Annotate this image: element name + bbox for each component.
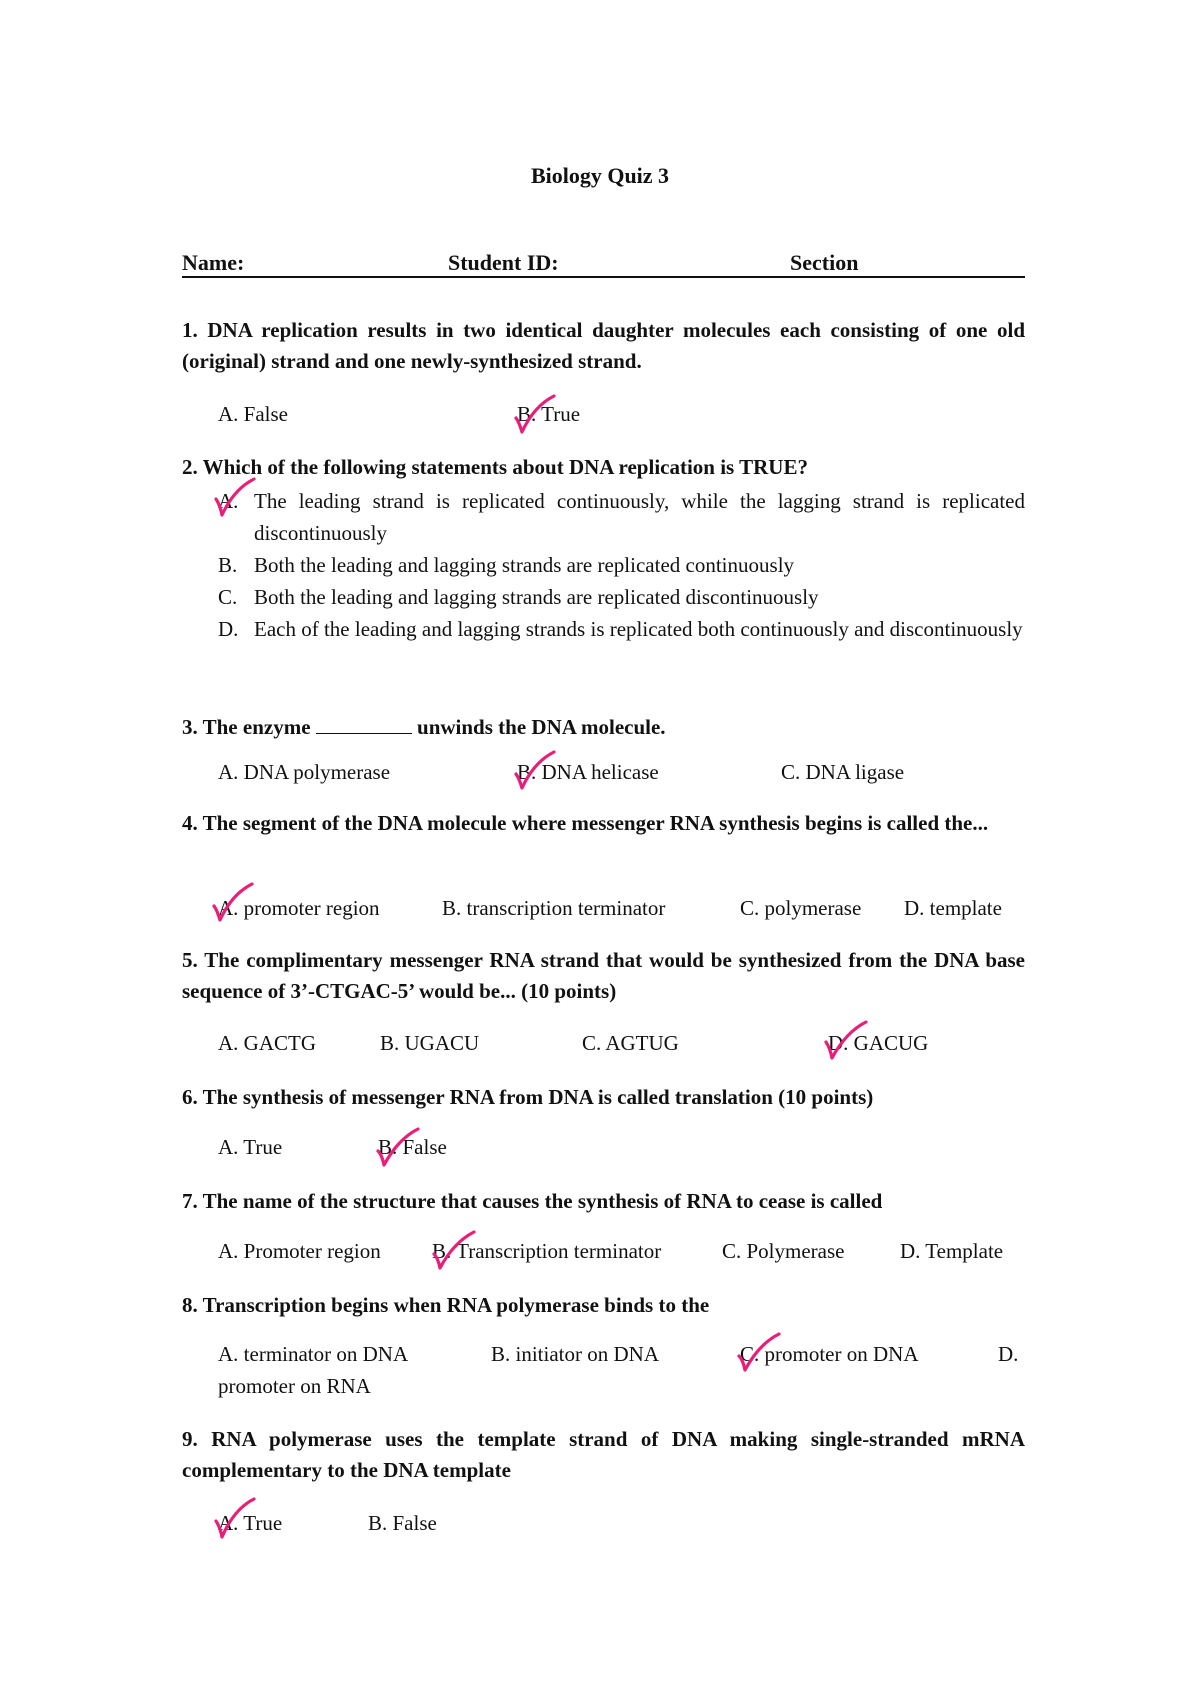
- q2-option-b-letter: B.: [218, 553, 238, 577]
- q7-option-a[interactable]: A. Promoter region: [218, 1239, 381, 1263]
- q2-check-mark-icon: [210, 475, 258, 521]
- q2-option-c-text: Both the leading and lagging strands are replicated discontinuously: [254, 585, 819, 609]
- q7-option-d[interactable]: D. Template: [900, 1239, 1004, 1263]
- q5-option-b[interactable]: B. UGACU: [380, 1031, 480, 1055]
- q3-option-b[interactable]: B. DNA helicase: [517, 760, 659, 784]
- q5-option-a[interactable]: A. GACTG: [218, 1031, 316, 1055]
- q4-option-d[interactable]: D. template: [904, 896, 1002, 920]
- q1-option-a[interactable]: A. False: [218, 402, 288, 426]
- q7-option-c[interactable]: C. Polymerase: [722, 1239, 845, 1263]
- q4-option-a[interactable]: A. promoter region: [218, 896, 380, 920]
- q2-option-d[interactable]: [218, 613, 1025, 645]
- q2-option-c[interactable]: [218, 581, 1025, 613]
- q9-option-a[interactable]: A. True: [218, 1511, 283, 1535]
- q3-check-mark-icon: [510, 748, 558, 794]
- q3-blank: [316, 715, 412, 734]
- q2-option-d-letter: D.: [218, 617, 239, 641]
- q3-option-a[interactable]: A. DNA polymerase: [218, 760, 391, 784]
- question-1-text: 1. DNA replication results in two identical daughter molecules each consisting of one old (original) strand and one newly-synthesized strand.: [182, 318, 1025, 373]
- q2-option-d-text: Each of the leading and lagging strands is replicated both continuously and discontinuously: [254, 617, 1023, 641]
- q4-option-b[interactable]: B. transcription terminator: [442, 896, 666, 920]
- q8-option-a[interactable]: A. terminator on DNA: [218, 1342, 409, 1366]
- q8-check-mark-icon: [733, 1330, 783, 1376]
- q1-option-b[interactable]: B. True: [517, 402, 581, 426]
- section-label: Section: [790, 250, 859, 275]
- q8-option-b[interactable]: B. initiator on DNA: [491, 1342, 659, 1366]
- q3-text-after: unwinds the DNA molecule.: [417, 715, 666, 739]
- q7-option-b[interactable]: B. Transcription terminator: [432, 1239, 662, 1263]
- q6-check-mark-icon: [372, 1125, 422, 1171]
- page-title: Biology Quiz 3: [530, 163, 670, 188]
- q4-option-c[interactable]: C. polymerase: [740, 896, 862, 920]
- q8-option-d[interactable]: promoter on RNA: [218, 1374, 371, 1398]
- q8-option-c[interactable]: C. promoter on DNA: [740, 1342, 919, 1366]
- q6-option-b[interactable]: B. False: [378, 1135, 447, 1159]
- q2-options: [218, 485, 1025, 645]
- student-id-label: Student ID:: [448, 250, 559, 275]
- q5-check-mark-icon: [820, 1018, 870, 1064]
- question-8-text: 8. Transcription begins when RNA polymerase binds to the: [182, 1293, 710, 1317]
- q2-option-b[interactable]: [218, 549, 1025, 581]
- question-7-text: 7. The name of the structure that causes the synthesis of RNA to cease is called: [182, 1189, 883, 1213]
- q2-option-a[interactable]: [218, 485, 1025, 549]
- q3-text-before: 3. The enzyme: [182, 715, 311, 739]
- q1-check-mark-icon: [510, 392, 558, 438]
- q5-option-c[interactable]: C. AGTUG: [582, 1031, 679, 1055]
- q9-check-mark-icon: [210, 1495, 258, 1543]
- question-2-text: 2. Which of the following statements about DNA replication is TRUE?: [182, 455, 808, 479]
- header-underline: [182, 276, 1025, 278]
- q8-option-d-letter[interactable]: D.: [998, 1342, 1019, 1366]
- name-label: Name:: [182, 250, 245, 275]
- q7-check-mark-icon: [428, 1228, 478, 1274]
- q2-option-b-text: Both the leading and lagging strands are replicated continuously: [254, 553, 795, 577]
- q2-option-c-letter: C.: [218, 585, 238, 609]
- question-4-text: 4. The segment of the DNA molecule where messenger RNA synthesis begins is called the...: [182, 811, 989, 835]
- q5-option-d[interactable]: D. GACUG: [828, 1031, 929, 1055]
- q6-option-a[interactable]: A. True: [218, 1135, 283, 1159]
- q4-check-mark-icon: [208, 880, 256, 926]
- q2-option-a-text: The leading strand is replicated continuously, while the lagging strand is replicated discontinuously: [254, 489, 1025, 545]
- q2-option-a-letter: A.: [218, 489, 239, 513]
- question-9-text: 9. RNA polymerase uses the template strand of DNA making single-stranded mRNA complementary to the DNA template: [182, 1427, 1025, 1482]
- q9-option-b[interactable]: B. False: [368, 1511, 437, 1535]
- question-5-text: 5. The complimentary messenger RNA strand that would be synthesized from the DNA base sequence of 3’-CTGAC-5’ would be... (10 points): [182, 948, 1025, 1003]
- q3-option-c[interactable]: C. DNA ligase: [781, 760, 905, 784]
- question-3-text: [182, 712, 1025, 743]
- question-6-text: 6. The synthesis of messenger RNA from DNA is called translation (10 points): [182, 1085, 874, 1109]
